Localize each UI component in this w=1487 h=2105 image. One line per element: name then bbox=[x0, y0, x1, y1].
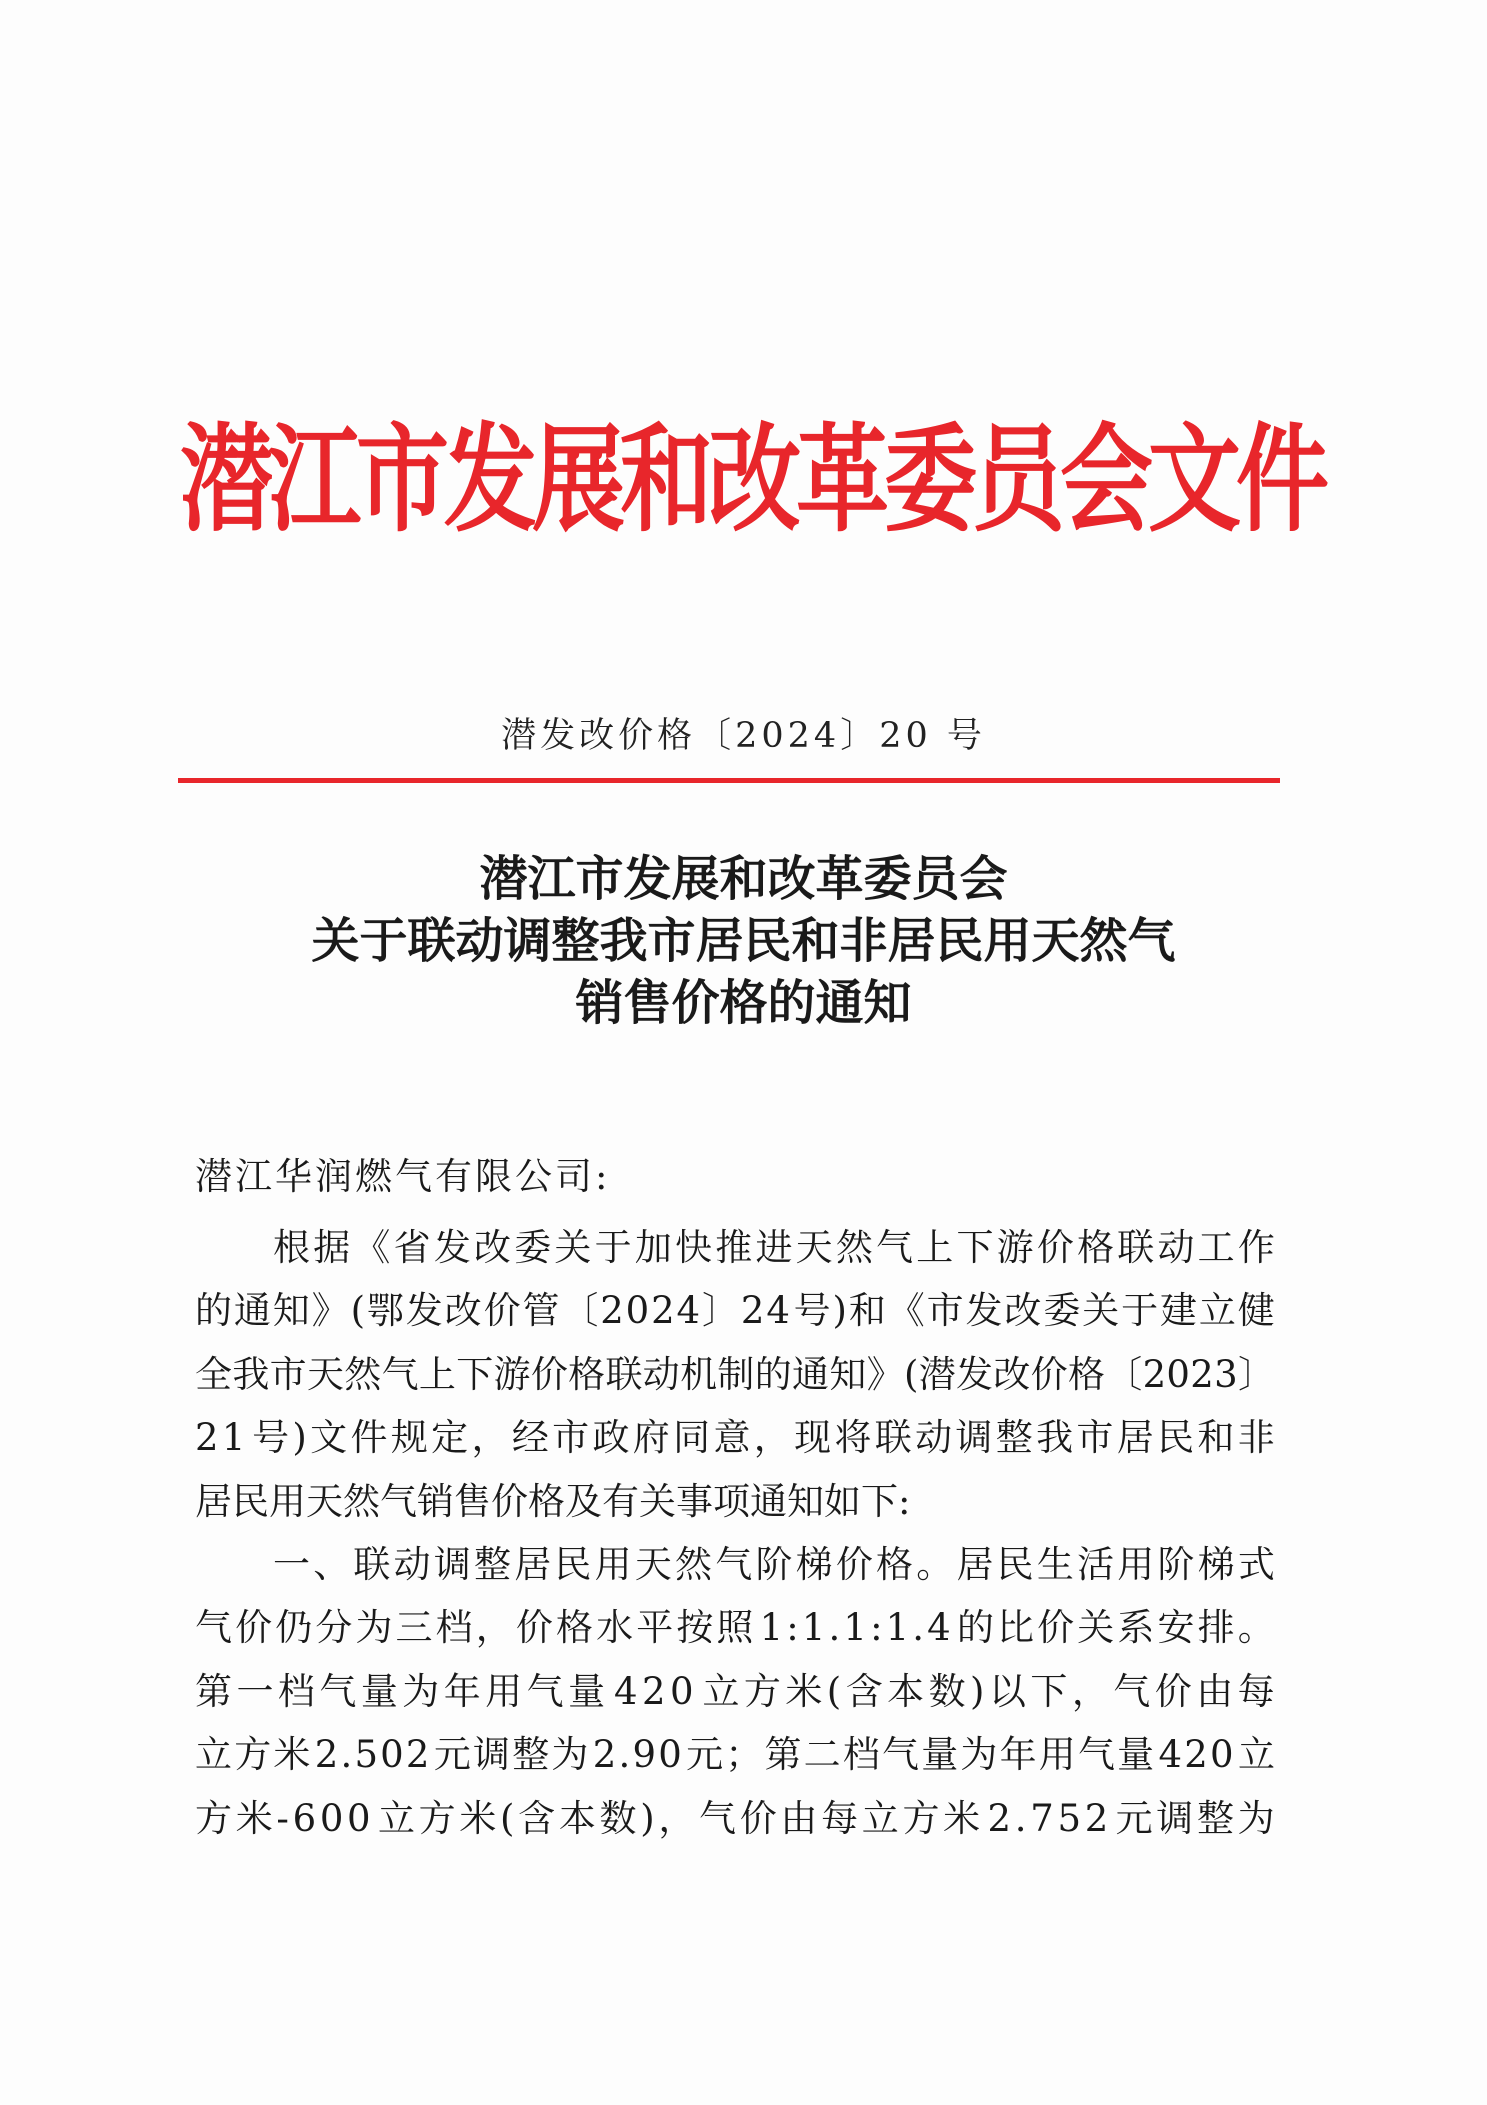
document-number: 潜发改价格〔2024〕20 号 bbox=[501, 716, 986, 756]
title-line-2: 关于联动调整我市居民和非居民用天然气 bbox=[311, 913, 1176, 969]
notice-title bbox=[160, 848, 1327, 1034]
body-line: 第 一 档 气 量 为 年 用 气 量 4 2 0 立 方 米 ( 含 本 数 ) 以 下 ， 气 价 由 每 bbox=[195, 1669, 1275, 1713]
body-line: 一 、 联 动 调 整 居 民 用 天 然 气 阶 梯 价 格 。 居 民 生 活 用 阶 梯 式 bbox=[273, 1542, 1275, 1586]
body-text bbox=[195, 1216, 1275, 1850]
body-line: 全 我 市 天 然 气 上 下 游 价 格 联 动 机 制 的 通 知 》 ( 潜 发 改 价 格 〔 2 0 2 3 〕 bbox=[195, 1352, 1275, 1396]
body-line: 方 米 - 6 0 0 立 方 米 ( 含 本 数 ) ， 气 价 由 每 立 方 米 2 . 7 5 2 元 调 整 为 bbox=[195, 1796, 1275, 1840]
body-line: 的 通 知 》 ( 鄂 发 改 价 管 〔 2 0 2 4 〕 2 4 号 ) 和 《 市 发 改 委 关 于 建 立 健 bbox=[195, 1289, 1275, 1333]
body-line: 2 1 号 ) 文 件 规 定 ， 经 市 政 府 同 意 ， 现 将 联 动 调 整 我 市 居 民 和 非 bbox=[195, 1416, 1275, 1460]
red-divider-line bbox=[178, 778, 1280, 783]
body-line: 气 价 仍 分 为 三 档 ， 价 格 水 平 按 照 1 : 1 . 1 : 1 . 4 的 比 价 关 系 安 排 。 bbox=[195, 1606, 1275, 1650]
document-masthead: 潜江市发展和改革委员会文件 bbox=[180, 411, 1324, 548]
title-line-3: 销售价格的通知 bbox=[575, 975, 912, 1031]
addressee: 潜江华润燃气有限公司: bbox=[195, 1155, 611, 1198]
body-line: 居民用天然气销售价格及有关事项通知如下: bbox=[195, 1479, 911, 1523]
body-line: 根 据 《 省 发 改 委 关 于 加 快 推 进 天 然 气 上 下 游 价 格 联 动 工 作 bbox=[273, 1226, 1275, 1269]
body-line: 立 方 米 2 . 5 0 2 元 调 整 为 2 . 9 0 元 ； 第 二 档 气 量 为 年 用 气 量 4 2 0 立 bbox=[195, 1733, 1275, 1777]
title-line-1: 潜江市发展和改革委员会 bbox=[479, 851, 1008, 907]
